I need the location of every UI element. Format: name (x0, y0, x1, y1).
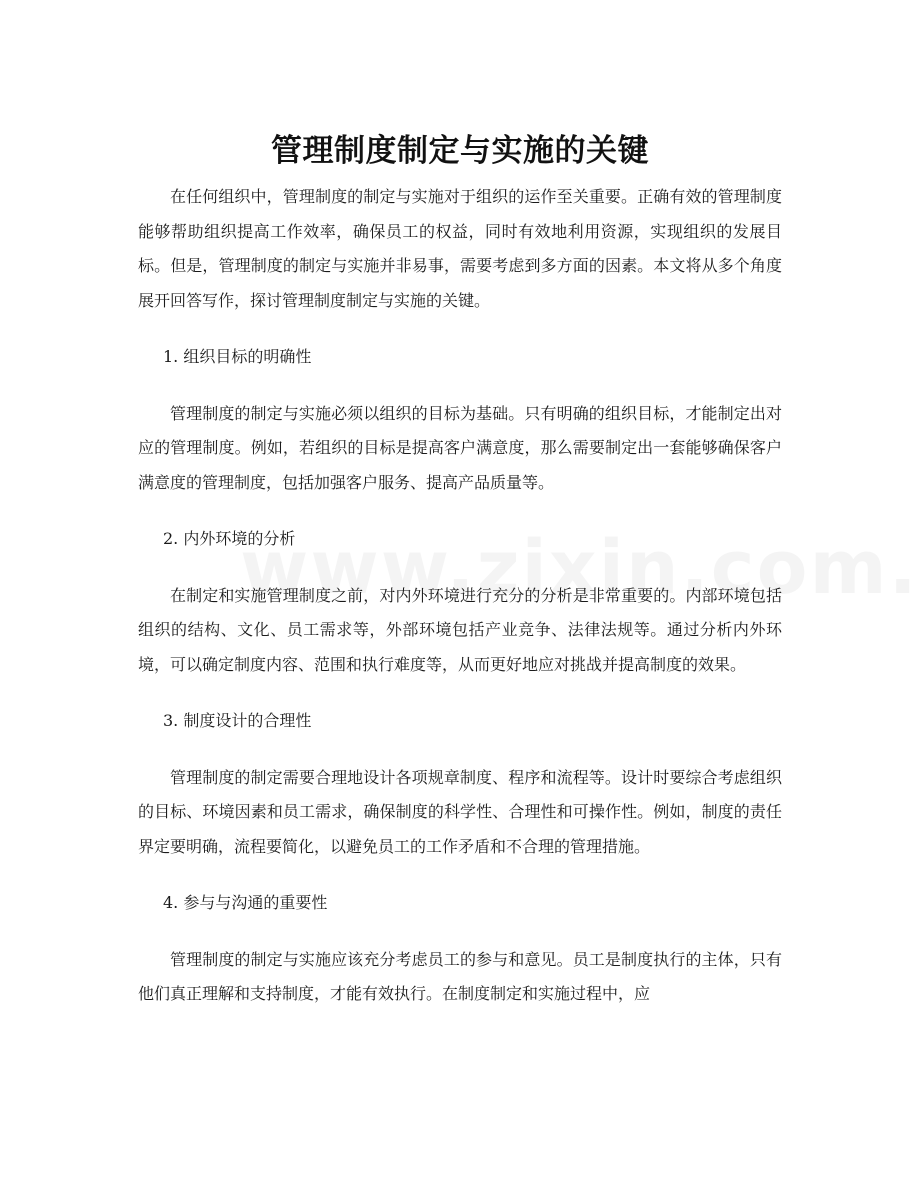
section-heading-2: 2. 内外环境的分析 (163, 529, 296, 548)
section-paragraph-4: 管理制度的制定与实施应该充分考虑员工的参与和意见。员工是制度执行的主体，只有他们真正理解和支持制度，才能有效执行。在制度制定和实施过程中，应 (138, 949, 782, 1003)
page-title: 管理制度制定与实施的关键 (271, 132, 649, 169)
section-paragraph-1: 管理制度的制定与实施必须以组织的目标为基础。只有明确的组织目标，才能制定出对应的管理制度。例如，若组织的目标是提高客户满意度，那么需要制定出一套能够确保客户满意度的管理制度，包括加强客户服务、提高产品质量等。 (138, 403, 782, 492)
intro-paragraph: 在任何组织中，管理制度的制定与实施对于组织的运作至关重要。正确有效的管理制度能够帮助组织提高工作效率，确保员工的权益，同时有效地利用资源，实现组织的发展目标。但是，管理制度的制定与实施并非易事，需要考虑到多方面的因素。本文将从多个角度展开回答写作，探讨管理制度制定与实施的关键。 (138, 187, 782, 310)
section-heading-4: 4. 参与与沟通的重要性 (163, 893, 328, 912)
section-paragraph-2: 在制定和实施管理制度之前，对内外环境进行充分的分析是非常重要的。内部环境包括组织的结构、文化、员工需求等，外部环境包括产业竞争、法律法规等。通过分析内外环境，可以确定制度内容、范围和执行难度等，从而更好地应对挑战并提高制度的效果。 (138, 585, 782, 674)
section-paragraph-3: 管理制度的制定需要合理地设计各项规章制度、程序和流程等。设计时要综合考虑组织的目标、环境因素和员工需求，确保制度的科学性、合理性和可操作性。例如，制度的责任界定要明确，流程要简化，以避免员工的工作矛盾和不合理的管理措施。 (138, 767, 782, 856)
document-body (138, 180, 782, 1034)
section-heading-1: 1. 组织目标的明确性 (163, 347, 312, 366)
section-heading-3: 3. 制度设计的合理性 (163, 711, 312, 730)
